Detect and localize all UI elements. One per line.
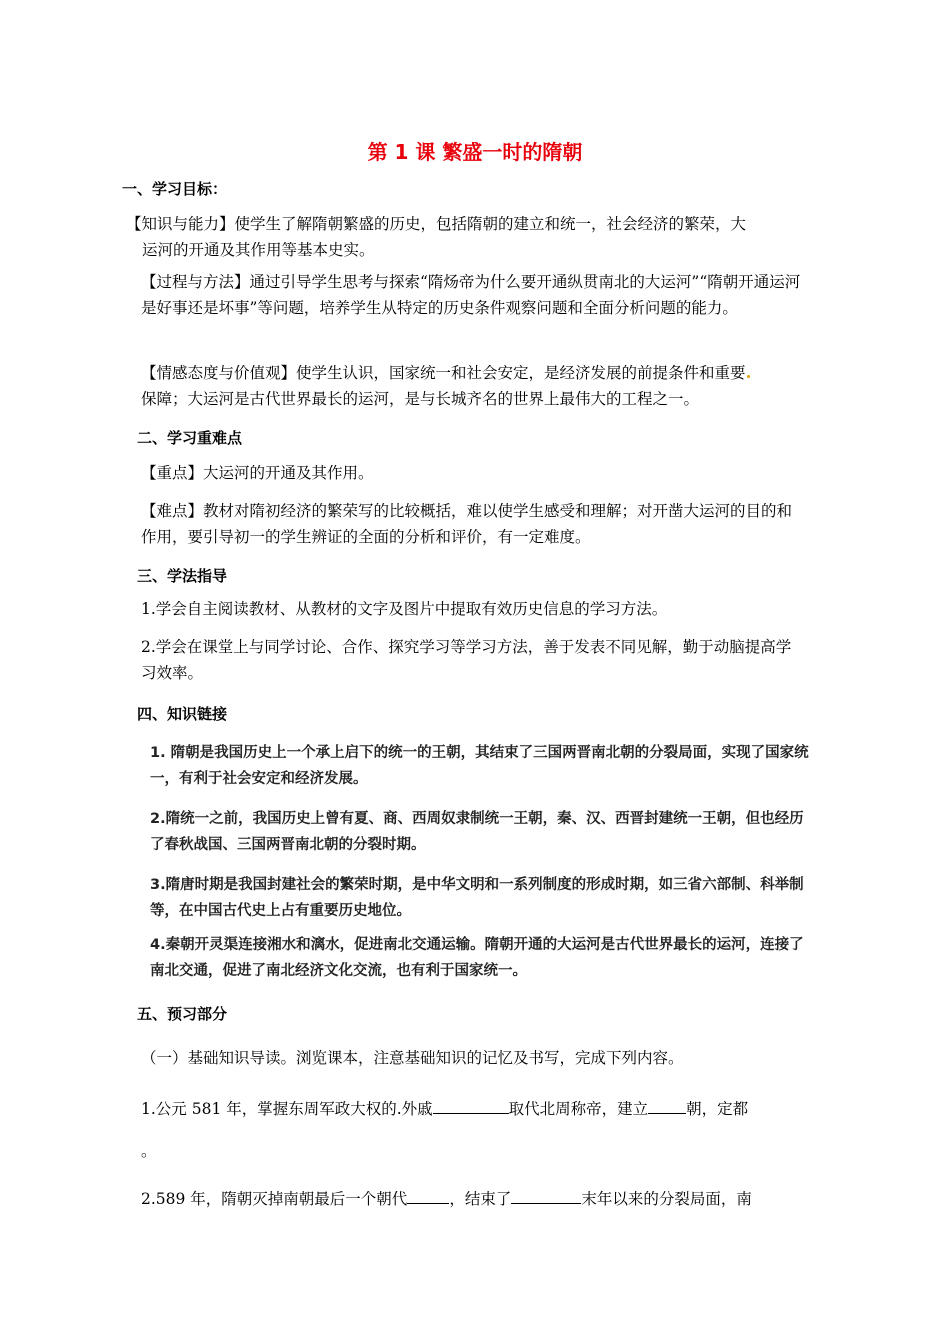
answer-blank[interactable] (433, 1097, 509, 1114)
goal-emotion-line1: 【情感态度与价值观】使学生认识，国家统一和社会安定，是经济发展的前提条件和重要 (141, 360, 806, 386)
knowledge-link-3: 3.隋唐时期是我国封建社会的繁荣时期，是中华文明和一系列制度的形成时期，如三省六部制、科举制等，在中国古代史上占有重要历史地位。 (150, 877, 804, 919)
method-item-2: 2.学会在课堂上与同学讨论、合作、探究学习等学习方法，善于发表不同见解，勤于动脑提高学习效率。 (141, 638, 792, 682)
answer-blank[interactable] (648, 1097, 686, 1114)
goal-knowledge-line2: 运河的开通及其作用等基本史实。 (142, 241, 375, 259)
knowledge-link-2: 2.隋统一之前，我国历史上曾有夏、商、西周奴隶制统一王朝，秦、汉、西晋封建统一王朝，但也经历了春秋战国、三国两晋南北朝的分裂时期。 (150, 811, 804, 853)
section-heading-goals: 一、学习目标： (122, 180, 228, 198)
preview-question-2: 2.589 年，隋朝灭掉南朝最后一个朝代 ，结束了 末年以来的分裂局面，南 (141, 1186, 806, 1212)
answer-blank[interactable] (511, 1187, 581, 1204)
method-item-1: 1.学会自主阅读教材、从教材的文字及图片中提取有效历史信息的学习方法。 (141, 600, 668, 618)
section-heading-key-points: 二、学习重难点 (137, 429, 243, 447)
section-heading-links: 四、知识链接 (137, 705, 228, 723)
knowledge-link-1: 1. 隋朝是我国历史上一个承上启下的统一的王朝，其结束了三国两晋南北朝的分裂局面，实现了国家统一，有利于社会安定和经济发展。 (150, 745, 809, 787)
key-point-difficulty: 【难点】教材对隋初经济的繁荣写的比较概括，难以使学生感受和理解；对开凿大运河的目的和作用，要引导初一的学生辨证的全面的分析和评价，有一定难度。 (141, 502, 793, 546)
page-title: 第 1 课 繁盛一时的隋朝 (367, 140, 583, 164)
goal-knowledge (126, 211, 826, 263)
goal-knowledge-line1: 【知识与能力】使学生了解隋朝繁盛的历史，包括隋朝的建立和统一，社会经济的繁荣，大 (126, 215, 747, 233)
knowledge-link-4: 4.秦朝开灵渠连接湘水和漓水，促进南北交通运输。隋朝开通的大运河是古代世界最长的运河，连接了南北交通，促进了南北经济文化交流，也有利于国家统一。 (150, 937, 804, 979)
preview-question-1-end: 。 (141, 1142, 157, 1160)
goal-process: 【过程与方法】通过引导学生思考与探索“隋炀帝为什么要开通纵贯南北的大运河”“隋朝开通运河是好事还是坏事”等问题，培养学生从特定的历史条件观察问题和全面分析问题的能力。 (141, 273, 801, 317)
section-heading-methods: 三、学法指导 (137, 567, 228, 585)
answer-blank[interactable] (407, 1187, 449, 1204)
decorative-dot (747, 375, 750, 378)
preview-question-1: 1.公元 581 年，掌握东周军政大权的.外戚 取代北周称帝，建立 朝，定都 (141, 1096, 806, 1122)
key-point-focus: 【重点】大运河的开通及其作用。 (141, 464, 374, 482)
section-heading-preview: 五、预习部分 (137, 1005, 228, 1023)
preview-intro: （一）基础知识导读。浏览课本，注意基础知识的记忆及书写，完成下列内容。 (141, 1049, 684, 1067)
goal-emotion (141, 360, 806, 412)
goal-emotion-line2: 保障；大运河是古代世界最长的运河，是与长城齐名的世界上最伟大的工程之一。 (141, 390, 700, 408)
